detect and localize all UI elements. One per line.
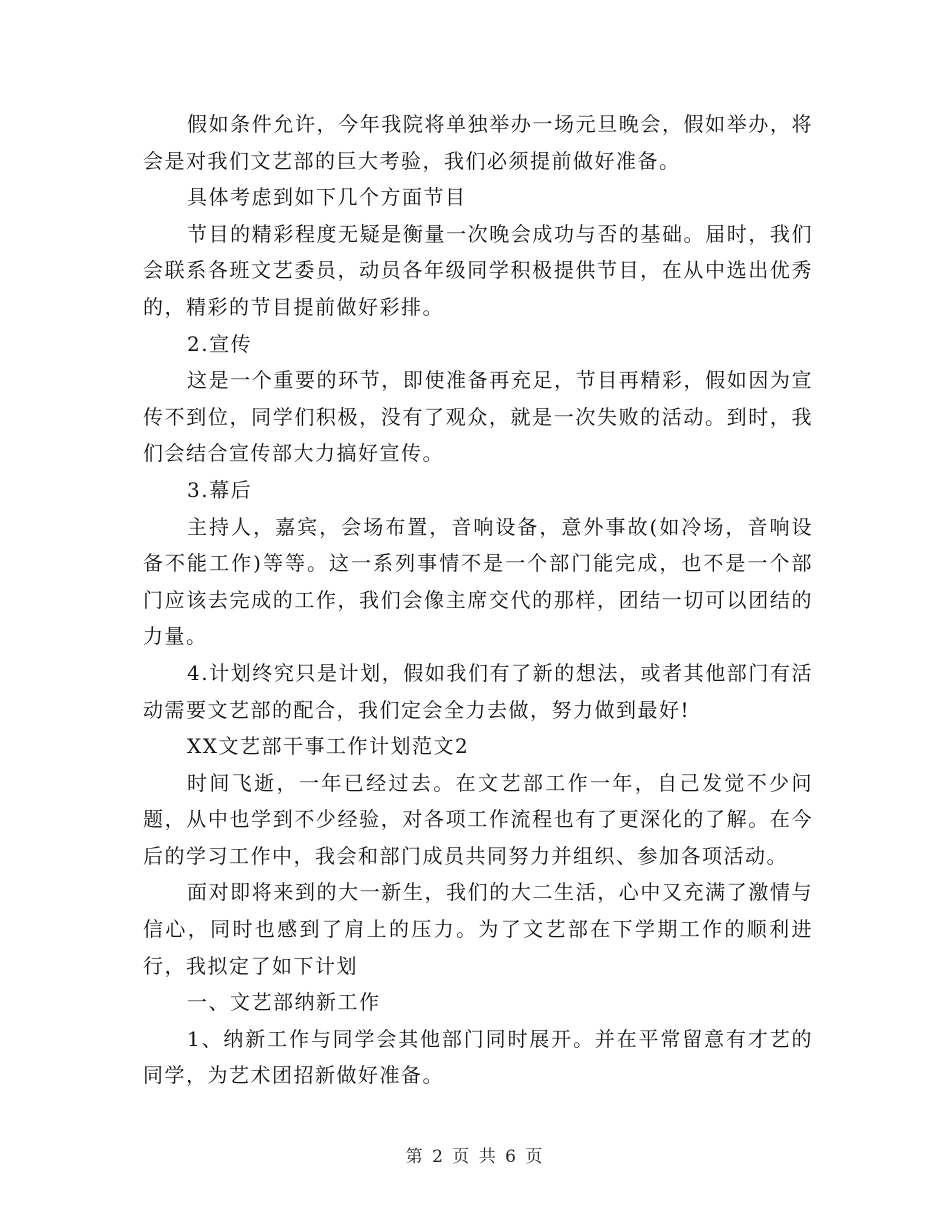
section-heading: 一、文艺部纳新工作 (187, 990, 381, 1015)
paragraph: 主持人，嘉宾，会场布置，音响设备，意外事故(如冷场，音响设备不能工作)等等。这一系列事情不是一个部门能完成，也不是一个部门应该去完成的工作，我们会像主席交代的那样，团结一切可以团结的力量。 (143, 514, 813, 649)
paragraph: 面对即将来到的大一新生，我们的大二生活，心中又充满了激情与信心，同时也感到了肩上的压力。为了文艺部在下学期工作的顺利进行，我拟定了如下计划 (143, 880, 813, 978)
paragraph: 4.计划终究只是计划，假如我们有了新的想法，或者其他部门有活动需要文艺部的配合，我们定会全力去做，努力做到最好! (143, 660, 813, 722)
page-footer (0, 1142, 950, 1167)
page-number: 第 2 页 共 6 页 (405, 1147, 545, 1167)
paragraph: 这是一个重要的环节，即使准备再充足，节目再精彩，假如因为宣传不到位，同学们积极，没有了观众，就是一次失败的活动。到时，我们会结合宣传部大力搞好宣传。 (143, 368, 813, 466)
paragraph: 节目的精彩程度无疑是衡量一次晚会成功与否的基础。届时，我们会联系各班文艺委员，动员各年级同学积极提供节目，在从中选出优秀的，精彩的节目提前做好彩排。 (143, 221, 813, 319)
paragraph: 具体考虑到如下几个方面节目 (187, 185, 467, 210)
paragraph: 假如条件允许，今年我院将单独举办一场元旦晚会，假如举办，将会是对我们文艺部的巨大考验，我们必须提前做好准备。 (143, 112, 813, 173)
paragraph: 时间飞逝，一年已经过去。在文艺部工作一年，自己发觉不少问题，从中也学到不少经验，对各项工作流程也有了更深化的了解。在今后的学习工作中，我会和部门成员共同努力并组织、参加各项活动。 (143, 770, 813, 868)
document-subtitle: XX文艺部干事工作计划范文2 (187, 734, 470, 759)
paragraph: 1、纳新工作与同学会其他部门同时展开。并在平常留意有才艺的同学，为艺术团招新做好准备。 (143, 1026, 813, 1088)
section-heading: 2.宣传 (187, 331, 253, 356)
section-heading: 3.幕后 (187, 477, 253, 502)
document-body (143, 106, 813, 1094)
